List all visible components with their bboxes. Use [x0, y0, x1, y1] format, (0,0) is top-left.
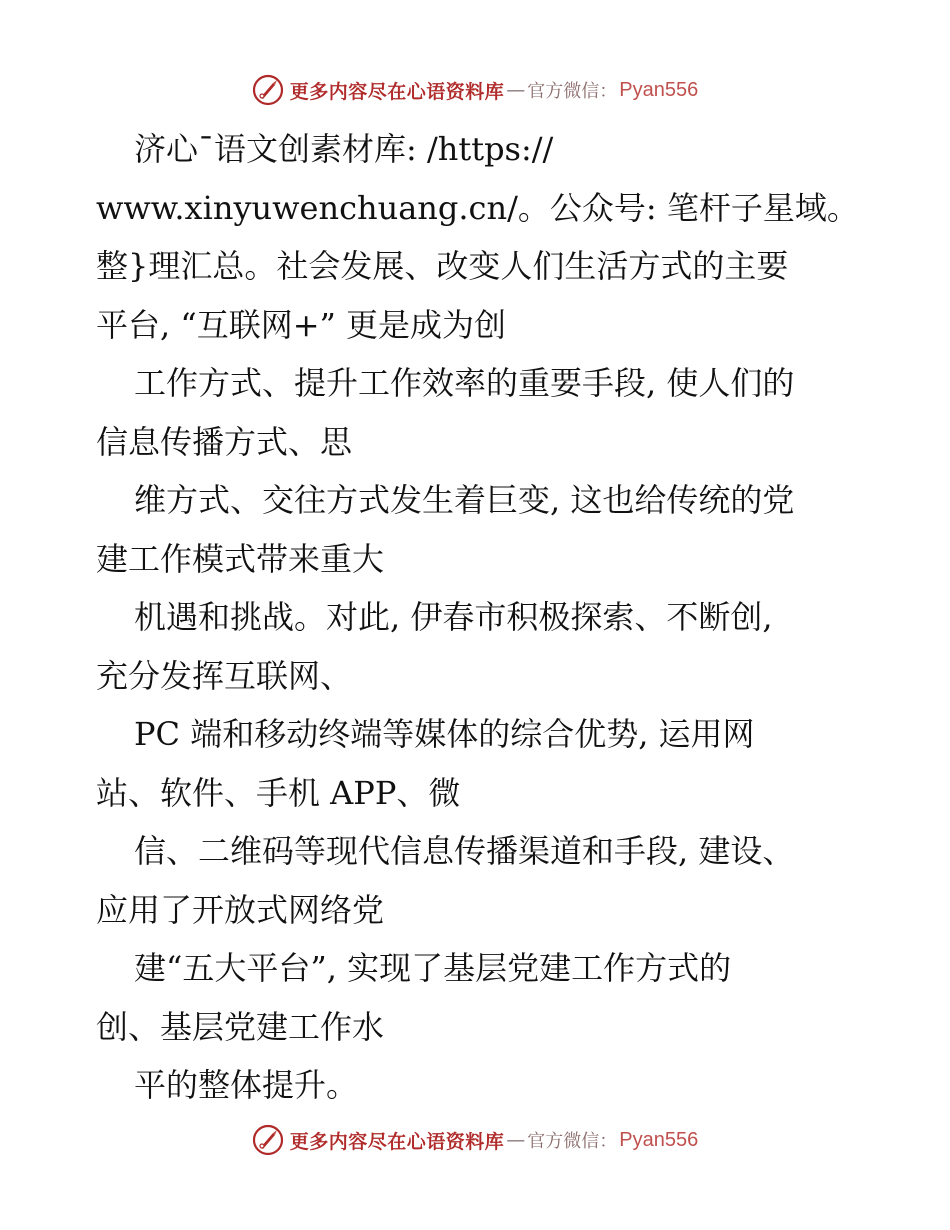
text-line: 工作方式、提升工作效率的重要手段, 使人们的: [134, 364, 795, 402]
text-line: 建工作模式带来重大: [96, 539, 385, 578]
text-line: 信息传播方式、思: [96, 422, 353, 461]
banner-wechat-id: Pyan556: [619, 78, 699, 101]
text-line: 应用了开放式网络党: [96, 890, 385, 929]
document-body: [96, 120, 896, 1115]
banner-wechat-label: 官方微信：: [527, 81, 618, 102]
banner-title: 更多内容尽在心语资料库: [289, 1130, 505, 1153]
quill-logo-icon: [252, 74, 284, 106]
text-line: 整}理汇总。社会发展、改变人们生活方式的主要: [96, 247, 789, 285]
quill-logo-icon: [252, 1124, 284, 1156]
banner-wechat-label: 官方微信：: [527, 1131, 618, 1152]
text-line: 机遇和挑战。对此, 伊春市积极探索、不断创,: [134, 598, 773, 636]
text-line: www.xinyuwenchuang.cn/。公众号: 笔杆子星域。: [96, 188, 859, 227]
text-line: 济心¯语文创素材库: /https://: [134, 130, 554, 168]
banner-title: 更多内容尽在心语资料库: [289, 80, 505, 103]
footer-banner: [0, 1120, 950, 1160]
banner-separator: —: [506, 1129, 526, 1151]
text-line: PC 端和移动终端等媒体的综合优势, 运用网: [134, 715, 755, 753]
text-line: 创、基层党建工作水: [96, 1007, 385, 1046]
text-line: 充分发挥互联网、: [96, 656, 353, 695]
text-line: 平台, “互联网+” 更是成为创: [96, 305, 507, 344]
banner-wechat-id: Pyan556: [619, 1128, 699, 1151]
header-banner: [0, 70, 950, 110]
text-line: 建“五大平台”, 实现了基层党建工作方式的: [134, 949, 732, 987]
banner-separator: —: [506, 79, 526, 101]
text-line: 维方式、交往方式发生着巨变, 这也给传统的党: [134, 481, 795, 519]
text-line: 站、软件、手机 APP、微: [96, 773, 461, 812]
text-line: 信、二维码等现代信息传播渠道和手段, 建设、: [134, 832, 795, 870]
text-line: 平的整体提升。: [134, 1066, 359, 1104]
